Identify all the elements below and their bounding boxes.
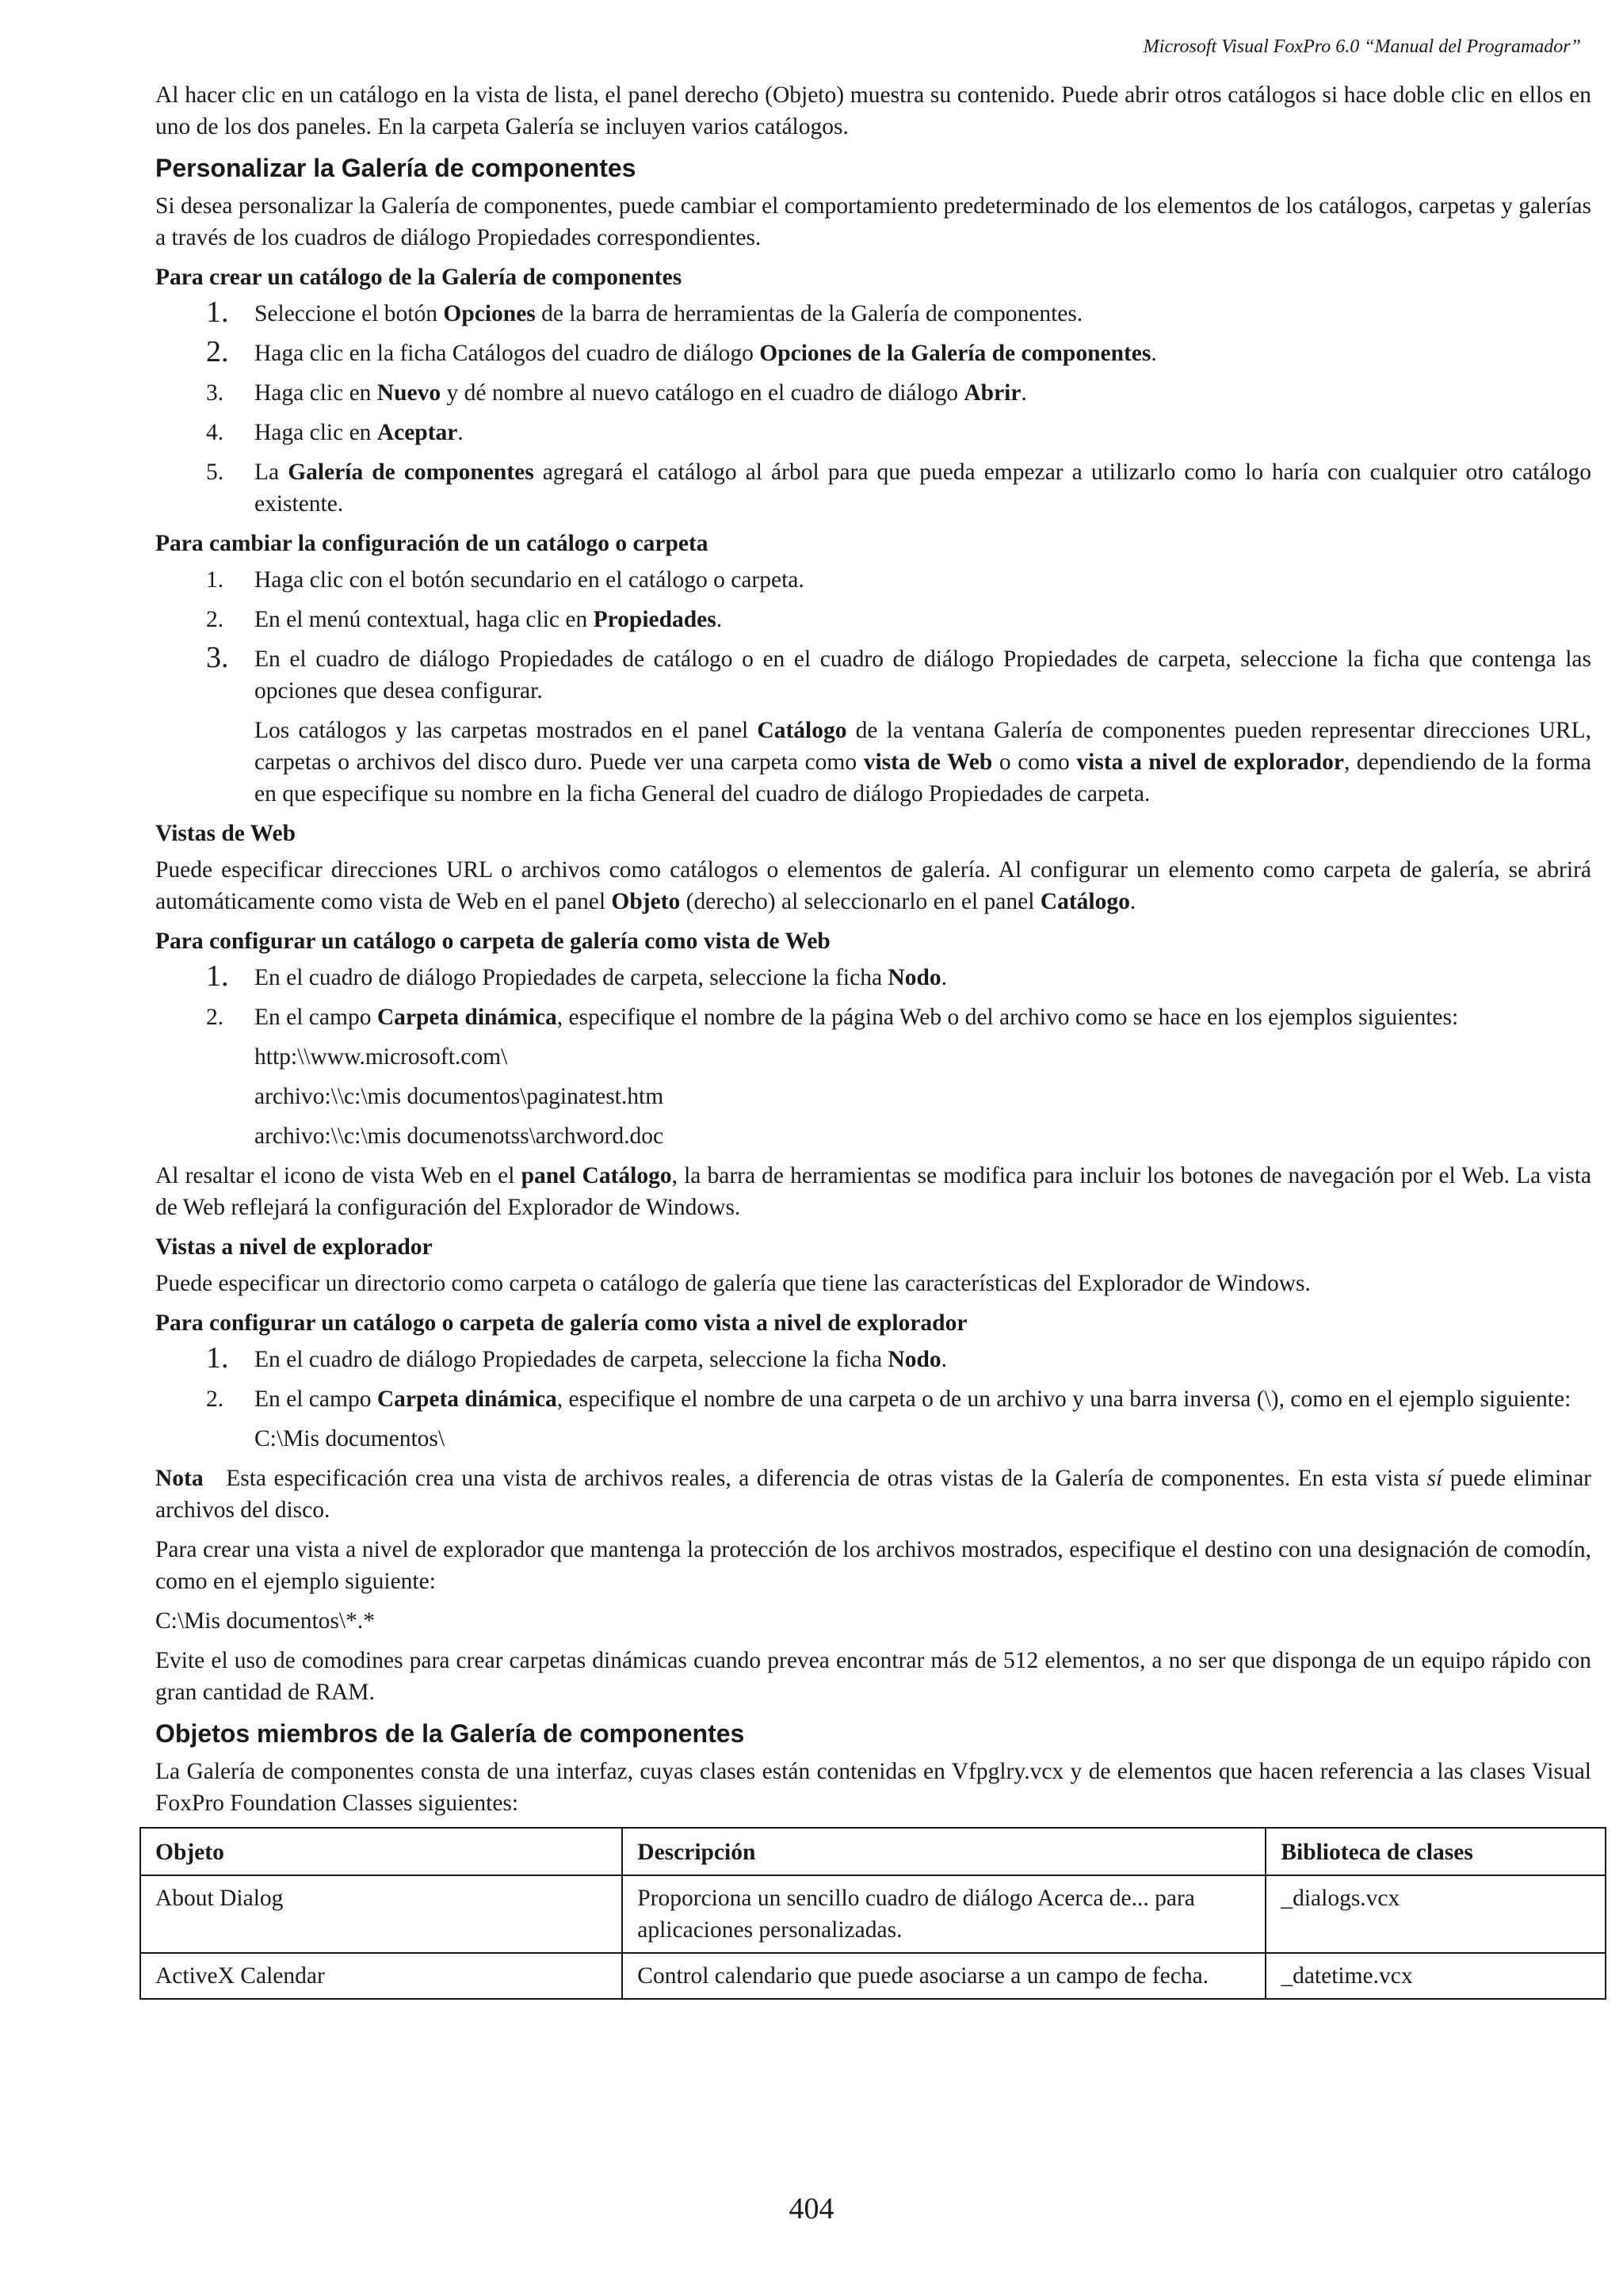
ui-term: Carpeta dinámica — [376, 1386, 557, 1412]
ui-term: Catálogo — [1040, 889, 1130, 914]
table-cell: ActiveX Calendar — [140, 1953, 622, 1999]
procedure-heading-create-catalog: Para crear un catálogo de la Galería de componentes — [155, 265, 682, 290]
note-label: Nota — [155, 1466, 204, 1491]
step-number: 1. — [206, 296, 229, 329]
list-item: 2. En el menú contextual, haga clic en Propiedades. — [155, 604, 1591, 635]
ui-term: Galería de componentes — [288, 460, 534, 485]
step-number: 2. — [206, 607, 224, 632]
step-number: 4. — [206, 420, 224, 445]
example-path: C:\Mis documentos\ — [254, 1426, 445, 1451]
page-number: 404 — [789, 2192, 834, 2225]
step-number: 2. — [206, 1386, 224, 1412]
change-settings-steps — [155, 564, 1591, 707]
customize-paragraph: Si desea personalizar la Galería de componentes, puede cambiar el comportamiento predeterminado de los elementos de los catálogos, carpetas y galerías a través de los cuadros de diálogo Propiedades correspondientes. — [155, 193, 1591, 250]
procedure-heading-change-settings: Para cambiar la configuración de un catálogo o carpeta — [155, 531, 708, 556]
page-content — [155, 79, 1591, 2000]
ui-term: Nodo — [888, 1347, 941, 1372]
procedure-heading-explorer-view: Para configurar un catálogo o carpeta de galería como vista a nivel de explorador — [155, 1310, 968, 1336]
list-item: 2. Haga clic en la ficha Catálogos del cuadro de diálogo Opciones de la Galería de componentes. — [206, 335, 1157, 368]
explorer-view-steps — [155, 1341, 1591, 1415]
list-item: 1. Haga clic con el botón secundario en el catálogo o carpeta. — [155, 564, 1591, 596]
step-number: 2. — [206, 335, 229, 368]
ui-term: panel Catálogo — [521, 1163, 672, 1188]
ui-term: Aceptar — [376, 420, 458, 445]
example-url: http:\\www.microsoft.com\ — [254, 1044, 508, 1070]
step-number: 3. — [206, 641, 229, 674]
member-objects-paragraph: La Galería de componentes consta de una interfaz, cuyas clases están contenidas en Vfpglry.vcx y de elementos que hacen referencia a las clases Visual FoxPro Foundation Classes siguientes: — [155, 1759, 1591, 1816]
ui-term: Objeto — [611, 889, 681, 914]
ui-term: Opciones — [443, 301, 536, 326]
table-row — [140, 1875, 1606, 1953]
list-item: 1. Seleccione el botón Opciones de la barra de herramientas de la Galería de componentes. — [206, 296, 1083, 329]
example-file-path: archivo:\\c:\mis documenotss\archword.doc — [254, 1123, 664, 1149]
column-header-description: Descripción — [622, 1828, 1266, 1875]
step-number: 1. — [206, 567, 224, 593]
subsection-heading-web-views: Vistas de Web — [155, 821, 296, 846]
subsection-heading-explorer-views: Vistas a nivel de explorador — [155, 1234, 433, 1260]
ui-term: Carpeta dinámica — [376, 1005, 557, 1030]
emphasis: sí — [1426, 1466, 1443, 1491]
table-cell: _dialogs.vcx — [1266, 1875, 1606, 1953]
section-heading-customize: Personalizar la Galería de componentes — [155, 154, 636, 182]
running-header: Microsoft Visual FoxPro 6.0 “Manual del Programador” — [1143, 36, 1581, 57]
web-views-paragraph: Puede especificar direcciones URL o archivos como catálogos o elementos de galería. Al configurar un elemento como carpeta de galería, se abrirá automáticamente como vista de Web en el panel Objeto (derecho) al seleccionarlo en el panel Catálogo. — [155, 857, 1591, 914]
list-item: 2. En el campo Carpeta dinámica, especifique el nombre de una carpeta o de un archivo y una barra inversa (\), como en el ejemplo siguiente: — [155, 1383, 1591, 1415]
wildcard-warning-paragraph: Evite el uso de comodines para crear carpetas dinámicas cuando prevea encontrar más de 512 elementos, a no ser que disponga de un equipo rápido con gran cantidad de RAM. — [155, 1648, 1591, 1705]
web-view-toolbar-paragraph: Al resaltar el icono de vista Web en el panel Catálogo, la barra de herramientas se modifica para incluir los botones de navegación por el Web. La vista de Web reflejará la configuración del Explorador de Windows. — [155, 1163, 1591, 1220]
ui-term: Nodo — [888, 965, 941, 990]
list-item: 1. En el cuadro de diálogo Propiedades de carpeta, seleccione la ficha Nodo. — [206, 1341, 948, 1375]
example-file-path: archivo:\\c:\mis documentos\paginatest.htm — [254, 1084, 664, 1109]
section-heading-member-objects: Objetos miembros de la Galería de componentes — [155, 1719, 745, 1748]
ui-term: vista a nivel de explorador — [1076, 749, 1344, 775]
procedure-heading-web-view: Para configurar un catálogo o carpeta de galería como vista de Web — [155, 929, 831, 954]
list-item: 1. En el cuadro de diálogo Propiedades de carpeta, seleccione la ficha Nodo. — [206, 959, 948, 993]
ui-term: Propiedades — [593, 607, 716, 632]
table-cell: Proporciona un sencillo cuadro de diálogo Acerca de... para aplicaciones personalizadas. — [622, 1875, 1266, 1953]
list-item: 3. Haga clic en Nuevo y dé nombre al nuevo catálogo en el cuadro de diálogo Abrir. — [155, 377, 1591, 409]
ui-term: Opciones de la Galería de componentes — [759, 341, 1151, 366]
table-header-row — [140, 1828, 1606, 1875]
step-number: 3. — [206, 380, 224, 406]
step-number: 1. — [206, 1341, 229, 1375]
explorer-views-paragraph: Puede especificar un directorio como carpeta o catálogo de galería que tiene las características del Explorador de Windows. — [155, 1271, 1311, 1296]
step-note-paragraph: Los catálogos y las carpetas mostrados en el panel Catálogo de la ventana Galería de componentes pueden representar direcciones URL, carpetas o archivos del disco duro. Puede ver una carpeta como vista de Web o como vista a nivel de explorador, dependiendo de la forma en que especifique su nombre en la ficha General del cuadro de diálogo Propiedades de carpeta. — [254, 718, 1592, 807]
list-item: 4. Haga clic en Aceptar. — [155, 417, 1591, 448]
wildcard-paragraph: Para crear una vista a nivel de explorador que mantenga la protección de los archivos mostrados, especifique el destino con una designación de comodín, como en el ejemplo siguiente: — [155, 1537, 1591, 1594]
column-header-object: Objeto — [140, 1828, 622, 1875]
table-cell: Control calendario que puede asociarse a un campo de fecha. — [622, 1953, 1266, 1999]
step-number: 5. — [206, 460, 224, 485]
note-paragraph: Nota Esta especificación crea una vista de archivos reales, a diferencia de otras vistas de la Galería de componentes. En esta vista sí puede eliminar archivos del disco. — [155, 1466, 1591, 1523]
step-number: 1. — [206, 959, 229, 993]
create-catalog-steps — [155, 298, 1591, 520]
list-item: 3. En el cuadro de diálogo Propiedades de catálogo o en el cuadro de diálogo Propiedades de carpeta, seleccione la ficha que contenga las opciones que desea configurar. — [206, 641, 1591, 704]
example-wildcard-path: C:\Mis documentos\*.* — [155, 1608, 375, 1634]
table-row — [140, 1953, 1606, 1999]
ui-term: Nuevo — [376, 380, 441, 406]
ui-term: vista de Web — [863, 749, 993, 775]
ui-term: Abrir — [964, 380, 1022, 406]
table-cell: About Dialog — [140, 1875, 622, 1953]
list-item: 2. En el campo Carpeta dinámica, especifique el nombre de la página Web o del archivo como se hace en los ejemplos siguientes: — [155, 1001, 1591, 1033]
member-objects-table — [139, 1827, 1606, 2000]
web-view-steps — [155, 959, 1591, 1033]
intro-paragraph: Al hacer clic en un catálogo en la vista de lista, el panel derecho (Objeto) muestra su contenido. Puede abrir otros catálogos si hace doble clic en ellos en uno de los dos paneles. En la carpeta Galería se incluyen varios catálogos. — [155, 82, 1591, 139]
list-item: 5. La Galería de componentes agregará el catálogo al árbol para que pueda empezar a utilizarlo como lo haría con cualquier otro catálogo existente. — [155, 456, 1591, 520]
column-header-class-library: Biblioteca de clases — [1266, 1828, 1606, 1875]
ui-term: Catálogo — [757, 718, 847, 743]
table-cell: _datetime.vcx — [1266, 1953, 1606, 1999]
step-number: 2. — [206, 1005, 224, 1030]
